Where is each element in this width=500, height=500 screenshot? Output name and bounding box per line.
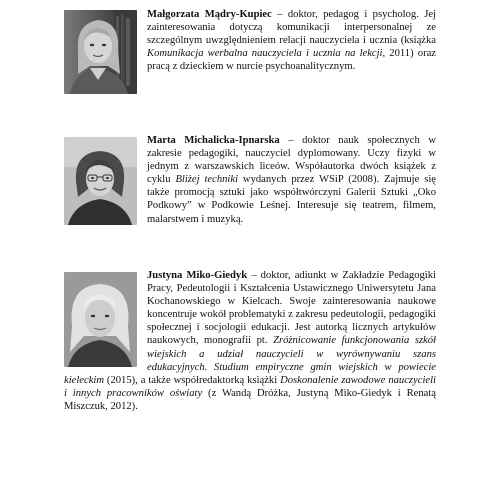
author-bio-michalicka-ipnarska	[64, 134, 436, 226]
bio-part: (z Wandą Dróżka, Justyną Miko-Giedyk i Renatą Miszczuk, 2012).	[64, 387, 436, 412]
author-photo	[64, 10, 137, 94]
bio-part: (2015), a także współredaktorką książki	[104, 374, 281, 386]
bio-part: wydanych przez WSiP (2008). Zajmuje się także promocją sztuki jako współtwórczyni Galerii Sztuki „Oko Podkowy” w Podkowie Leśnej. Interesuje się teatrem, filmem, malarstwem i muzyką.	[147, 174, 436, 225]
book-series-title: Bliżej techniki	[175, 174, 239, 186]
monograph-title: Zróżnicowanie funkcjonowania szkół wiejskich a udział nauczycieli w wyrównywaniu szans edukacyjnych. Studium empiryczne gmin wiejskich w powiecie kieleckim	[64, 335, 437, 386]
author-bio-madry-kupiec	[64, 8, 436, 94]
bio-part: – doktor, adiunkt w Zakładzie Pedagogiki Pracy, Pedeutologii i Kształcenia Ustawicznego Uniwersytetu Jana Kochanowskiego w Kielcach. Swoje zainteresowania naukowe koncentruje wokół problematyki z zakresu pedeutologii, pedagogiki społecznej i socjologii edukacji. Jest autorką licznych artykułów naukowych, monografii pt.	[147, 270, 436, 347]
bio-part: – doktor nauk społecznych w zakresie pedagogiki, nauczyciel dyplomowany. Uczy fizyki w jednym z warszawskich liceów. Współautorka dwóch książek z cyklu	[147, 135, 436, 186]
author-name: Marta Michalicka-Ipnarska	[147, 135, 280, 146]
author-photo	[64, 137, 137, 225]
bio-part: – doktor, pedagog i psycholog. Jej zainteresowania dotyczą komunikacji interpersonalnej ze szczególnym uwzględnieniem relacji nauczyciela i ucznia (książka	[147, 9, 436, 47]
book-title: Komunikacja werbalna nauczyciela i ucznia na lekcji	[147, 48, 383, 60]
author-bio-miko-giedyk	[64, 269, 436, 413]
author-photo	[64, 272, 137, 367]
bio-part: , 2011) oraz pracą z dzieckiem w nurcie psychoanalitycznym.	[147, 48, 436, 73]
author-name: Justyna Miko-Giedyk	[147, 270, 248, 281]
book-title: Doskonalenie zawodowe nauczycieli i innych pracowników oświaty	[64, 374, 436, 399]
author-name: Małgorzata Mądry-Kupiec	[147, 9, 272, 20]
